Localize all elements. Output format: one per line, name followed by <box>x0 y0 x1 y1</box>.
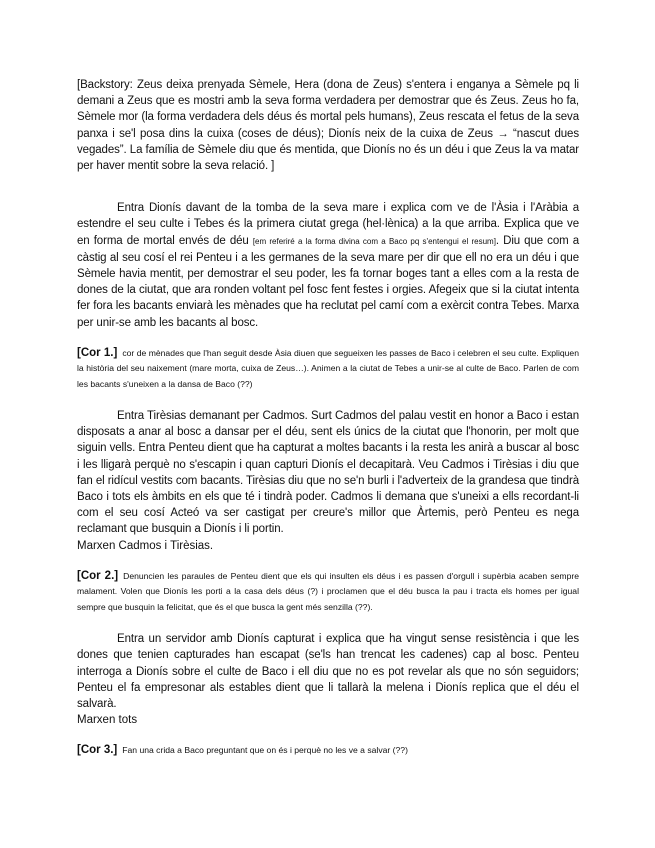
scene-1-note: [em referiré a la forma divina com a Baco pq s'entengui el resum] <box>252 236 496 246</box>
scene-2-paragraph: Entra Tirèsias demanant per Cadmos. Surt Cadmos del palau vestit en honor a Baco i estan disposats a anar al bosc a dansar per el déu, sent els únics de la ciutat que l'honorin, per molt que siguin vells. Entra Penteu dient que ha capturat a moltes bacants i la resta les anirà a buscar al bosc i les lligarà perquè no s'escapin i quan capturi Dionís el decapitarà. Veu Cadmos i Tirèsias i diu que fan el ridícul vestits com bacants. Tirèsias diu que no se'n burli i l'adverteix de la grandesa que tindrà Baco i tots els àmbits en els que té i tindrà poder. Cadmos li demana que s'uneixi a ells recordant-li com el seu cosí Acteó va ser castigat per creure's millor que Àrtemis, però Penteu es nega reclamant que busquin a Dionís i li portin. <box>77 410 579 536</box>
chorus-2-label: [Cor 2.] <box>77 569 119 582</box>
scene-3-exit: Marxen tots <box>77 714 138 727</box>
scene-1-text-end: . Diu que com a càstig al seu cosí el rei Penteu i a les germanes de la seva mare per dir que ell no era un déu i que Sèmele havia mentit, per demostrar el seu poder, les fa tornar boges tant a elles com a la resta de dones de la ciutat, que ara ronden voltant pel fosc fent festes i orgies. Afegeix que si la ciutat intenta fer fora les bacants enviarà les mènades que ha reclutat pel camí com a exèrcit contra Tebes. Marxa per unir-se amb les bacants al bosc. <box>77 234 579 329</box>
chorus-3-text: Fan una crida a Baco preguntant que on és i perquè no les ve a salvar (??) <box>122 745 408 756</box>
document-body <box>77 77 579 759</box>
scene-3-paragraph: Entra un servidor amb Dionís capturat i explica que ha vingut sense resistència i que les dones que tenien capturades han escapat (se'ls han trencat les cadenes) cap al bosc. Penteu interroga a Dionís sobre el culte de Baco i ell diu que no es pot revelar als que no són seguidors; Penteu el fa empresonar als estables dient que li tallarà la melena i Dionís replica que el déu el salvarà. <box>77 633 579 710</box>
chorus-1-text: cor de mènades que l'han seguit desde Àsia diuen que segueixen les passes de Baco i celebren el seu culte. Expliquen la història del seu naixement (mare morta, cuixa de Zeus…). Animen a la ciutat de Tebes a unir-se al culte de Baco. Parlen de com les bacants s'uneixen a la dansa de Baco (??) <box>77 347 579 389</box>
chorus-3-label: [Cor 3.] <box>77 744 118 757</box>
scene-1-text-start: Entra Dionís davant de la tomba de la seva mare i explica com ve de l'Àsia i l'Aràbia a estendre el seu culte i Tebes és la primera ciutat grega (hel·lènica) a la que arriba. Explica que ve en forma de mortal envés de déu <box>77 202 579 247</box>
backstory-paragraph: [Backstory: Zeus deixa prenyada Sèmele, Hera (dona de Zeus) s'entera i enganya a Sèmele pq li demani a Zeus que es mostri amb la seva forma verdadera per demostrar que és Zeus. Zeus ho fa, Sèmele mor (la forma verdadera dels déus és mortal pels humans), Zeus rescata el fetus de la seva panxa i se'l posa dins la cuixa (coses de déus); Dionís neix de la cuixa de Zeus → “nascut dues vegades”. La família de Sèmele diu que és mentida, que Dionís no és un déu i que Zeus la va matar per haver mentit sobre la seva relació. ] <box>77 79 579 173</box>
chorus-1-label: [Cor 1.] <box>77 346 118 359</box>
chorus-2-text: Denuncien les paraules de Penteu dient que els qui insulten els déus i es passen d'orgull i supèrbia acaben sempre malament. Volen que Dionís les porti a la casa dels déus (?) i proclamen que el déu busca la pau i tracta els homes per igual sempre que busquin la felicitat, que és el que busca la gent més senzilla (??). <box>77 570 580 612</box>
chorus-1-paragraph <box>77 346 579 392</box>
scene-2-exit: Marxen Cadmos i Tirèsias. <box>77 539 214 552</box>
chorus-2-paragraph <box>77 569 579 615</box>
chorus-3-paragraph <box>77 743 579 758</box>
scene-1-paragraph <box>77 200 579 331</box>
